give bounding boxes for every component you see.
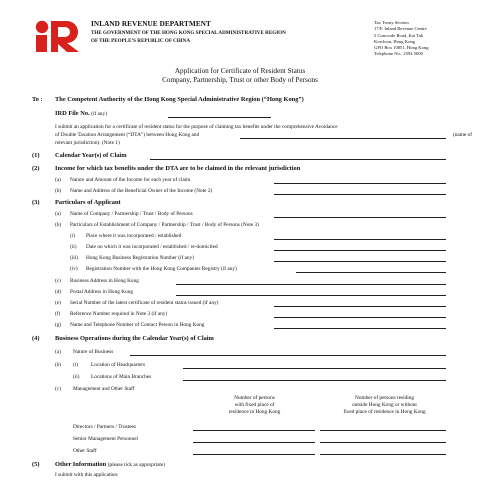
- section-4-number: (4): [32, 335, 40, 342]
- government-line-2: OF THE PEOPLE’S REPUBLIC OF CHINA: [91, 37, 191, 44]
- contact-person-label: Name and Telephone Number of Contact Person in Hong Kong: [70, 322, 205, 328]
- income-nature-input-line[interactable]: [274, 183, 446, 184]
- directors-nonhk-input-line[interactable]: [320, 430, 446, 431]
- to-label: To :: [32, 96, 43, 103]
- reference-number-input-line[interactable]: [274, 317, 446, 318]
- postal-address-input-line[interactable]: [176, 295, 446, 296]
- section-3-label: Particulars of Applicant: [55, 199, 121, 206]
- ird-file-input-line[interactable]: [168, 117, 271, 118]
- item-key: (f): [55, 311, 61, 317]
- contact-person-input-line[interactable]: [274, 328, 446, 329]
- beneficial-owner-input-line[interactable]: [274, 194, 446, 195]
- section-4-label: Business Operations during the Calendar Year(s) of Claim: [55, 335, 214, 342]
- item-key: (a): [55, 211, 61, 217]
- department-name: INLAND REVENUE DEPARTMENT: [91, 20, 211, 28]
- postal-address-label: Postal Address in Hong Kong: [70, 289, 133, 295]
- item-key: (ii): [73, 374, 80, 380]
- date-incorporated-label: Date on which it was incorporated / established / re-domiciled: [86, 244, 218, 250]
- address-line: 5 Concorde Road, Kai Tak: [374, 32, 423, 38]
- main-branches-label: Locations of Main Branches: [91, 374, 152, 380]
- calendar-year-input-line[interactable]: [150, 159, 446, 160]
- item-key: (ii): [70, 244, 77, 250]
- serial-number-input-line[interactable]: [274, 306, 446, 307]
- staff-row-other: Other Staff: [73, 448, 97, 454]
- place-incorporated-input-line[interactable]: [274, 239, 446, 240]
- cr-number-input-line[interactable]: [296, 272, 446, 273]
- address-line: GPO Box 10851, Hong Kong: [374, 45, 429, 51]
- serial-number-label: Serial Number of the latest certificate of resident status issued (if any): [70, 300, 219, 306]
- reference-number-label: Reference Number required in Note 3 (if any): [70, 311, 168, 317]
- staff-row-directors: Directors / Partners / Trustees: [73, 424, 136, 430]
- other-staff-hk-input-line[interactable]: [193, 454, 315, 455]
- br-number-label: Hong Kong Business Registration Number (if any): [86, 255, 194, 261]
- main-branches-input-line[interactable]: [183, 380, 446, 381]
- senior-mgmt-hk-input-line[interactable]: [193, 442, 315, 443]
- form-title-line-1: Application for Certificate of Resident Status: [174, 67, 306, 75]
- ird-logo: [34, 19, 84, 53]
- ird-file-no: IRD File No. (if any): [55, 110, 107, 117]
- address-block: [374, 20, 429, 58]
- section-1-label: Calendar Year(s) of Claim: [55, 152, 127, 159]
- staff-label: Management and Other Staff: [73, 386, 135, 392]
- business-address-input-line[interactable]: [176, 284, 446, 285]
- item-key: (iii): [70, 255, 78, 261]
- jurisdiction-input-line[interactable]: [240, 138, 446, 139]
- intro-line-3: relevant jurisdiction). (Note 1): [55, 140, 120, 146]
- government-line-1: THE GOVERNMENT OF THE HONG KONG SPECIAL ADMINISTRATIVE REGION: [91, 30, 286, 36]
- cr-number-label: Registration Number with the Hong Kong Companies Registry (if any): [86, 266, 237, 272]
- form-title: [0, 67, 480, 85]
- intro-line-2: of Double Taxation Arrangement (“DTA”) between Hong Kong and: [55, 132, 200, 138]
- address-line: Telephone No.: 2594 5000: [374, 51, 423, 57]
- item-key: (b): [55, 188, 62, 194]
- item-key: (c): [55, 386, 61, 392]
- item-key: (b): [55, 222, 62, 228]
- nature-of-business-input-line[interactable]: [130, 355, 446, 356]
- beneficial-owner-label: Name and Address of the Beneficial Owner of the Income (Note 2): [70, 188, 213, 194]
- item-key: (e): [55, 300, 61, 306]
- other-staff-nonhk-input-line[interactable]: [320, 454, 446, 455]
- section-5-heading: Other Information (please tick as appropriate): [55, 461, 166, 468]
- item-key: (iv): [70, 266, 78, 272]
- item-key: (a): [55, 349, 61, 355]
- form-title-line-2: Company, Partnership, Trust or other Body of Persons: [162, 76, 318, 84]
- senior-mgmt-nonhk-input-line[interactable]: [320, 442, 446, 443]
- staff-row-senior-management: Senior Management Personnel: [73, 436, 139, 442]
- address-line: Tax Treaty Section: [374, 20, 409, 25]
- headquarters-label: Location of Headquarters: [91, 362, 146, 368]
- income-nature-label: Nature and Amount of the Income for each year of claim: [70, 177, 191, 183]
- column-header-non-residents: Number of persons residing outside Hong Kong or without fixed place of residence in Hong Kong: [343, 395, 426, 416]
- section-2-label: Income for which tax benefits under the DTA are to be claimed in the relevant jurisdiction: [55, 165, 301, 172]
- authority-name: The Competent Authority of the Hong Kong Special Administrative Region (“Hong Kong”): [55, 96, 304, 103]
- item-key: (b): [55, 362, 62, 368]
- section-1-number: (1): [32, 152, 40, 159]
- section-2-number: (2): [32, 165, 40, 172]
- headquarters-input-line[interactable]: [183, 368, 446, 369]
- business-address-label: Business Address in Hong Kong: [70, 278, 139, 284]
- attachments-intro: I submit with this application:: [55, 472, 119, 478]
- item-key: (a): [55, 177, 61, 183]
- nature-of-business-label: Nature of Business: [73, 349, 114, 355]
- address-line: Kowloon, Hong Kong: [374, 38, 415, 44]
- intro-name-of: (name of: [453, 132, 472, 138]
- item-key: (d): [55, 289, 62, 295]
- item-key: (i): [70, 233, 75, 239]
- applicant-name-input-line[interactable]: [274, 217, 446, 218]
- address-line: 17/F, Inland Revenue Centre: [374, 26, 427, 32]
- br-number-input-line[interactable]: [274, 261, 446, 262]
- establishment-label: Particulars of Establishment of Company / Partnership / Trust / Body of Persons (Note 3): [70, 222, 259, 228]
- intro-line-1: I submit an application for a certificate of resident status for the purpose of claiming tax benefits under the comprehensive Avoidance: [55, 124, 338, 130]
- item-key: (g): [55, 322, 62, 328]
- date-incorporated-input-line[interactable]: [274, 250, 446, 251]
- item-key: (c): [55, 278, 61, 284]
- directors-hk-input-line[interactable]: [193, 430, 315, 431]
- applicant-name-label: Name of Company / Partnership / Trust / Body of Persons: [70, 211, 193, 217]
- place-incorporated-label: Place where it was incorporated / established: [86, 233, 182, 239]
- column-header-hk-residents: Number of persons with fixed place of residence in Hong Kong: [228, 395, 281, 416]
- section-5-number: (5): [32, 461, 40, 468]
- section-3-number: (3): [32, 199, 40, 206]
- item-key: (i): [73, 362, 78, 368]
